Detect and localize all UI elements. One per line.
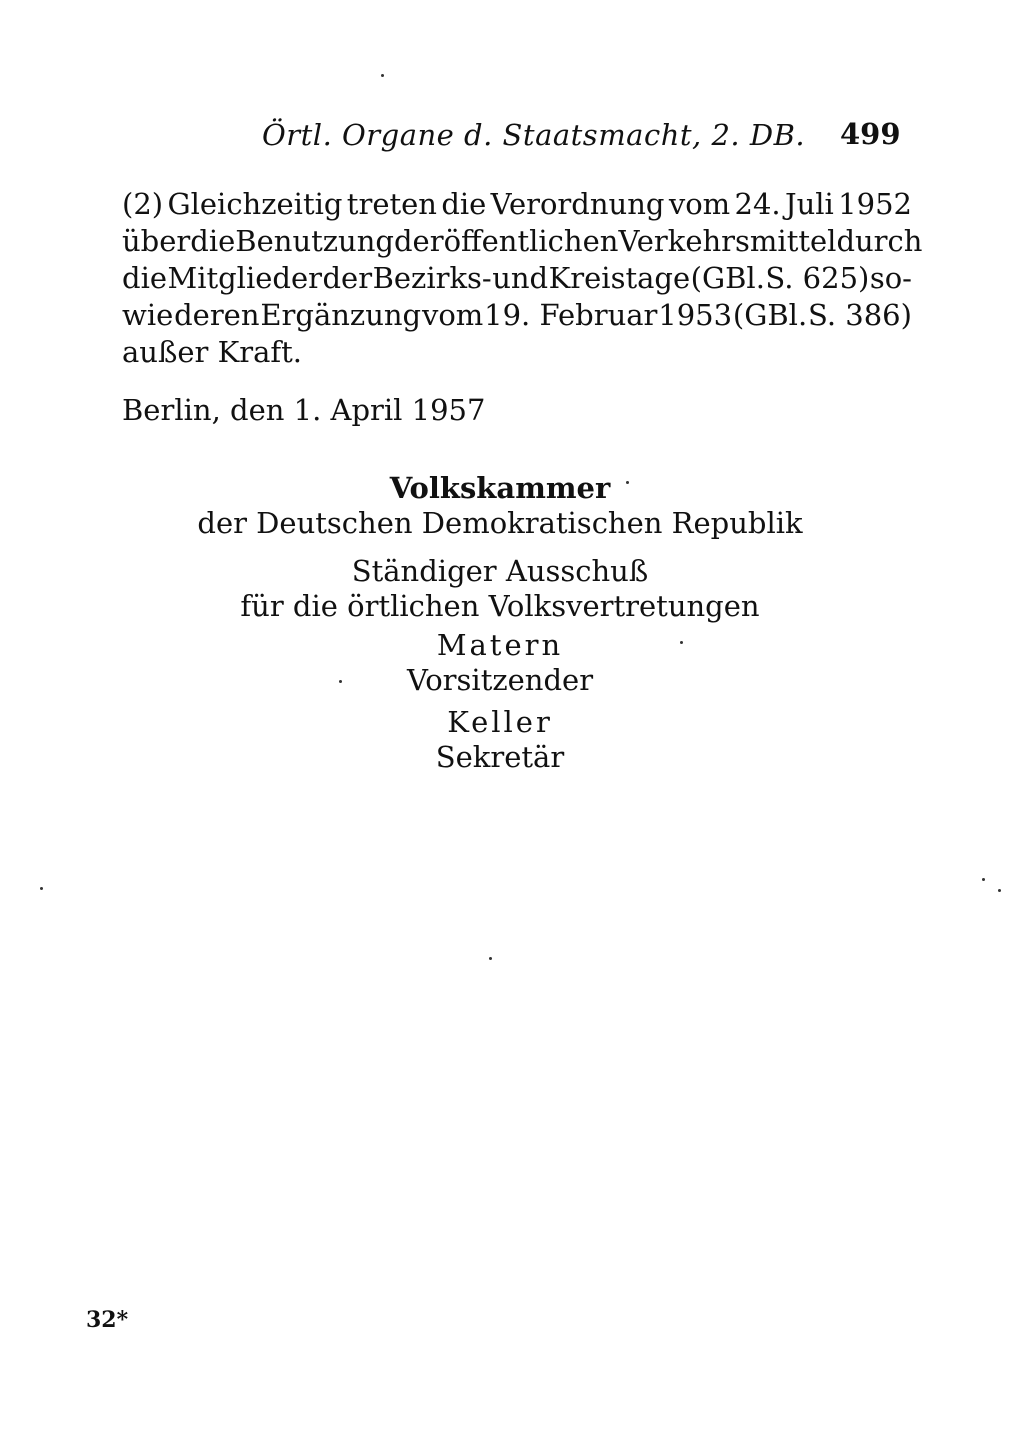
committee-line1: Ständiger Ausschuß — [351, 554, 649, 588]
word: Kreistage — [548, 261, 691, 295]
scan-speck — [381, 74, 384, 77]
paragraph-line — [122, 334, 912, 371]
word: Verordnung — [490, 187, 665, 221]
word: Ergänzung — [260, 298, 422, 332]
institution-line1: Volkskammer — [389, 471, 611, 505]
secretary-name: Keller — [447, 705, 553, 739]
word: der — [322, 261, 373, 295]
secretary-title: Sekretär — [435, 740, 565, 774]
word: öffentlichen — [443, 224, 619, 258]
word: die — [122, 261, 168, 295]
word: (2) — [122, 187, 164, 221]
paragraph-line — [122, 297, 912, 334]
word: und — [492, 261, 549, 295]
word: 1953 — [658, 298, 733, 332]
word: deren — [174, 298, 260, 332]
word: (GBl. — [690, 261, 765, 295]
word: Gleichzeitig — [167, 187, 343, 221]
committee-line2: für die örtlichen Volksvertretungen — [240, 589, 760, 623]
scan-speck — [40, 887, 43, 890]
paragraph-line — [122, 223, 923, 260]
running-title: Örtl. Organe d. Staatsmacht, 2. DB. — [262, 118, 806, 152]
scan-speck — [998, 889, 1001, 892]
place-and-date: Berlin, den 1. April 1957 — [122, 393, 486, 427]
word: Benutzung — [235, 224, 394, 258]
chair-title: Vorsitzender — [406, 663, 594, 697]
printer-signature-mark: 32* — [86, 1307, 129, 1333]
word: (GBl. — [732, 298, 808, 332]
word: Bezirks- — [372, 261, 492, 295]
word: außer Kraft. — [122, 335, 303, 369]
word: wie — [122, 298, 174, 332]
paragraph-line — [122, 186, 912, 223]
word: die — [190, 224, 236, 258]
word: über — [122, 224, 191, 258]
scan-speck — [680, 641, 683, 644]
body-paragraph — [122, 186, 923, 371]
word: S. 625) — [765, 261, 870, 295]
word: 24. — [734, 187, 781, 221]
paragraph-line — [122, 260, 912, 297]
word: Verkehrsmittel — [618, 224, 837, 258]
scan-speck — [339, 680, 342, 683]
word: Juli — [784, 187, 834, 221]
scan-speck — [489, 957, 492, 960]
institution-line2: der Deutschen Demokratischen Republik — [197, 506, 803, 540]
page-number: 499 — [840, 117, 901, 151]
word: treten — [346, 187, 437, 221]
word: durch — [836, 224, 923, 258]
word: 19. Februar — [484, 298, 658, 332]
chair-name: Matern — [436, 628, 564, 662]
scan-speck — [982, 878, 985, 881]
word: der — [393, 224, 444, 258]
word: vom — [421, 298, 484, 332]
word: Mitglieder — [167, 261, 322, 295]
scan-speck — [626, 481, 629, 484]
word: vom — [668, 187, 731, 221]
word: 1952 — [838, 187, 912, 221]
word: S. 386) — [808, 298, 912, 332]
word: so- — [869, 261, 912, 295]
word: die — [441, 187, 487, 221]
